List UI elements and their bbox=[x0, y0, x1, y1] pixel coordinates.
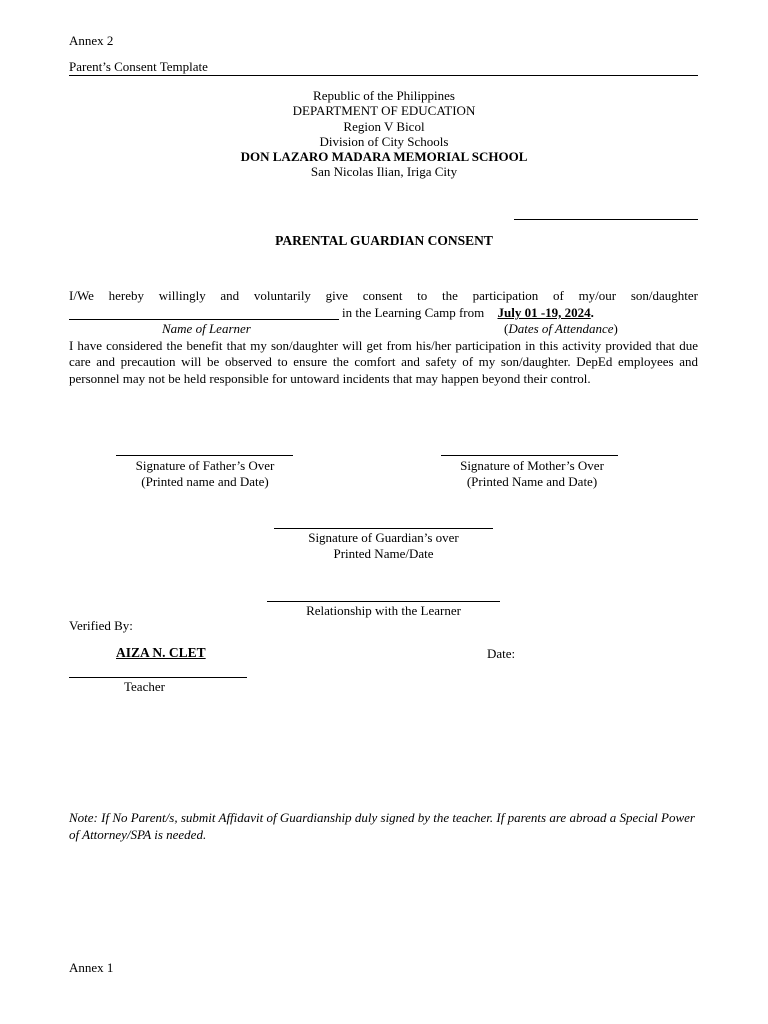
guardian-signature-block bbox=[274, 530, 493, 562]
guardian-signature-line bbox=[274, 528, 493, 529]
mother-signature-label: Signature of Mother’s Over bbox=[460, 458, 604, 473]
guardian-signature-sublabel: Printed Name/Date bbox=[333, 546, 434, 561]
camp-dates: July 01 -19, 2024 bbox=[497, 305, 591, 320]
father-signature-line bbox=[116, 455, 293, 456]
guardian-signature-label: Signature of Guardian’s over bbox=[308, 530, 459, 545]
consent-body: I have considered the benefit that my son/daughter will get from his/her participation in this activity provided that due care and precaution will be observed to ensure the comfort and safety of my son/daughter. DepEd employees and personnel may not be held responsible for untoward incidents that may happen beyond their control. bbox=[69, 338, 698, 386]
guardianship-note: Note: If No Parent/s, submit Affidavit of Guardianship duly signed by the teacher. If parents are abroad a Special Power of Attorney/SPA is needed. bbox=[69, 810, 695, 842]
date-blank-line bbox=[514, 219, 698, 220]
dates-caption-close: ) bbox=[613, 321, 618, 336]
consent-title: PARENTAL GUARDIAN CONSENT bbox=[275, 233, 493, 248]
father-signature-label: Signature of Father’s Over bbox=[135, 458, 275, 473]
teacher-signature-line bbox=[69, 677, 247, 678]
dates-caption bbox=[504, 321, 618, 337]
mother-signature-block bbox=[434, 458, 630, 490]
mother-signature-line bbox=[441, 455, 618, 456]
letterhead-school: DON LAZARO MADARA MEMORIAL SCHOOL bbox=[240, 149, 528, 165]
letterhead-department: DEPARTMENT OF EDUCATION bbox=[292, 103, 476, 119]
letterhead-address: San Nicolas Ilian, Iriga City bbox=[310, 164, 458, 180]
camp-dates-period: . bbox=[590, 305, 594, 320]
dates-caption-open: ( bbox=[504, 321, 509, 336]
verified-by-label: Verified By: bbox=[69, 618, 133, 633]
template-title: Parent’s Consent Template bbox=[69, 59, 208, 74]
teacher-role: Teacher bbox=[124, 679, 165, 694]
letterhead bbox=[0, 88, 768, 180]
father-signature-block bbox=[110, 458, 300, 490]
letterhead-division: Division of City Schools bbox=[319, 133, 449, 149]
verification-date-label: Date: bbox=[487, 646, 516, 661]
relationship-label: Relationship with the Learner bbox=[306, 603, 461, 618]
letterhead-region: Region V Bicol bbox=[343, 118, 425, 134]
learner-name-caption: Name of Learner bbox=[162, 321, 251, 336]
consent-intro: I/We hereby willingly and voluntarily give consent to the participation of my/our son/daughter bbox=[69, 288, 698, 303]
dates-caption-text: Dates of Attendance bbox=[508, 321, 614, 336]
letterhead-republic: Republic of the Philippines bbox=[313, 88, 455, 103]
annex-top-label: Annex 2 bbox=[69, 33, 114, 48]
camp-text bbox=[342, 305, 594, 321]
annex-bottom-label: Annex 1 bbox=[69, 960, 114, 975]
mother-signature-sublabel: (Printed Name and Date) bbox=[466, 474, 598, 489]
header-rule bbox=[69, 75, 698, 76]
relationship-line bbox=[267, 601, 500, 602]
father-signature-sublabel: (Printed name and Date) bbox=[141, 474, 269, 489]
teacher-name: AIZA N. CLET bbox=[116, 645, 206, 660]
camp-label: in the Learning Camp from bbox=[342, 305, 485, 320]
learner-name-line bbox=[69, 319, 339, 320]
